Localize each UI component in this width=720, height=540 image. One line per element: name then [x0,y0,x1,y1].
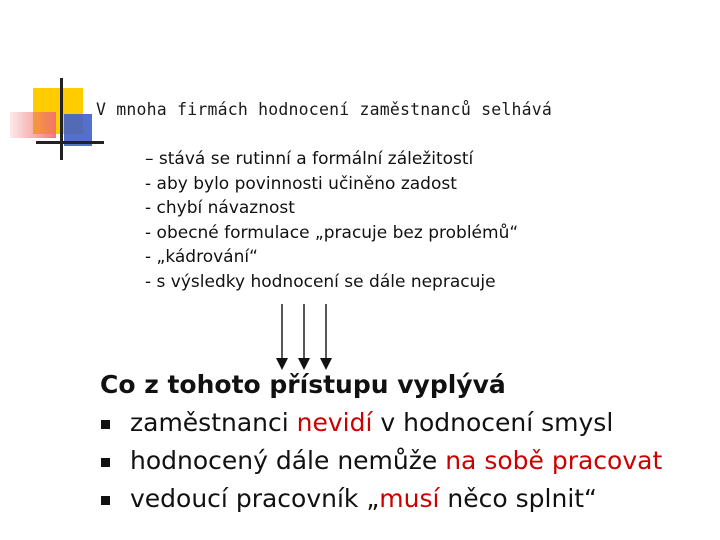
issue-item: - chybí návaznost [145,198,295,218]
conclusion-section [100,366,662,518]
down-arrow-icon [320,304,332,370]
issue-item: – stává se rutinní a formální záležitostí [145,149,474,169]
square-bullet-icon [101,420,110,429]
square-bullet-icon [101,496,110,505]
issue-item: - s výsledky hodnocení se dále nepracuje [145,271,496,292]
issue-item: - obecné formulace „pracuje bez problémů“ [145,222,519,243]
conclusion-item [100,442,662,480]
issue-item: - „kádrování“ [145,247,258,267]
item-text: zaměstnanci [130,408,297,437]
pink-gradient-block [10,112,56,138]
item-text: vedoucí pracovník „ [130,484,380,513]
item-highlight: na sobě pracovat [445,446,663,475]
conclusion-list [100,404,662,518]
square-bullet-icon [101,458,110,467]
item-text: hodnocený dále nemůže [130,446,446,475]
issues-list [145,147,518,294]
conclusion-item [100,480,662,518]
item-highlight: nevidí [296,408,373,437]
slide-title: V mnoha firmách hodnocení zaměstnanců selhává [96,100,553,119]
down-arrow-icon [298,304,310,370]
conclusion-item [100,404,662,442]
item-text: něco splnit“ [439,484,598,513]
horizontal-rule [36,141,104,144]
issue-item: - aby bylo povinnosti učiněno zadost [145,173,457,194]
corner-decoration [0,0,110,170]
conclusion-heading: Co z tohoto přístupu vyplývá [100,370,506,399]
down-arrows-group [270,300,340,372]
item-highlight: musí [379,484,440,513]
down-arrow-icon [276,304,288,370]
vertical-rule [60,78,63,160]
item-text: v hodnocení smysl [372,408,614,437]
